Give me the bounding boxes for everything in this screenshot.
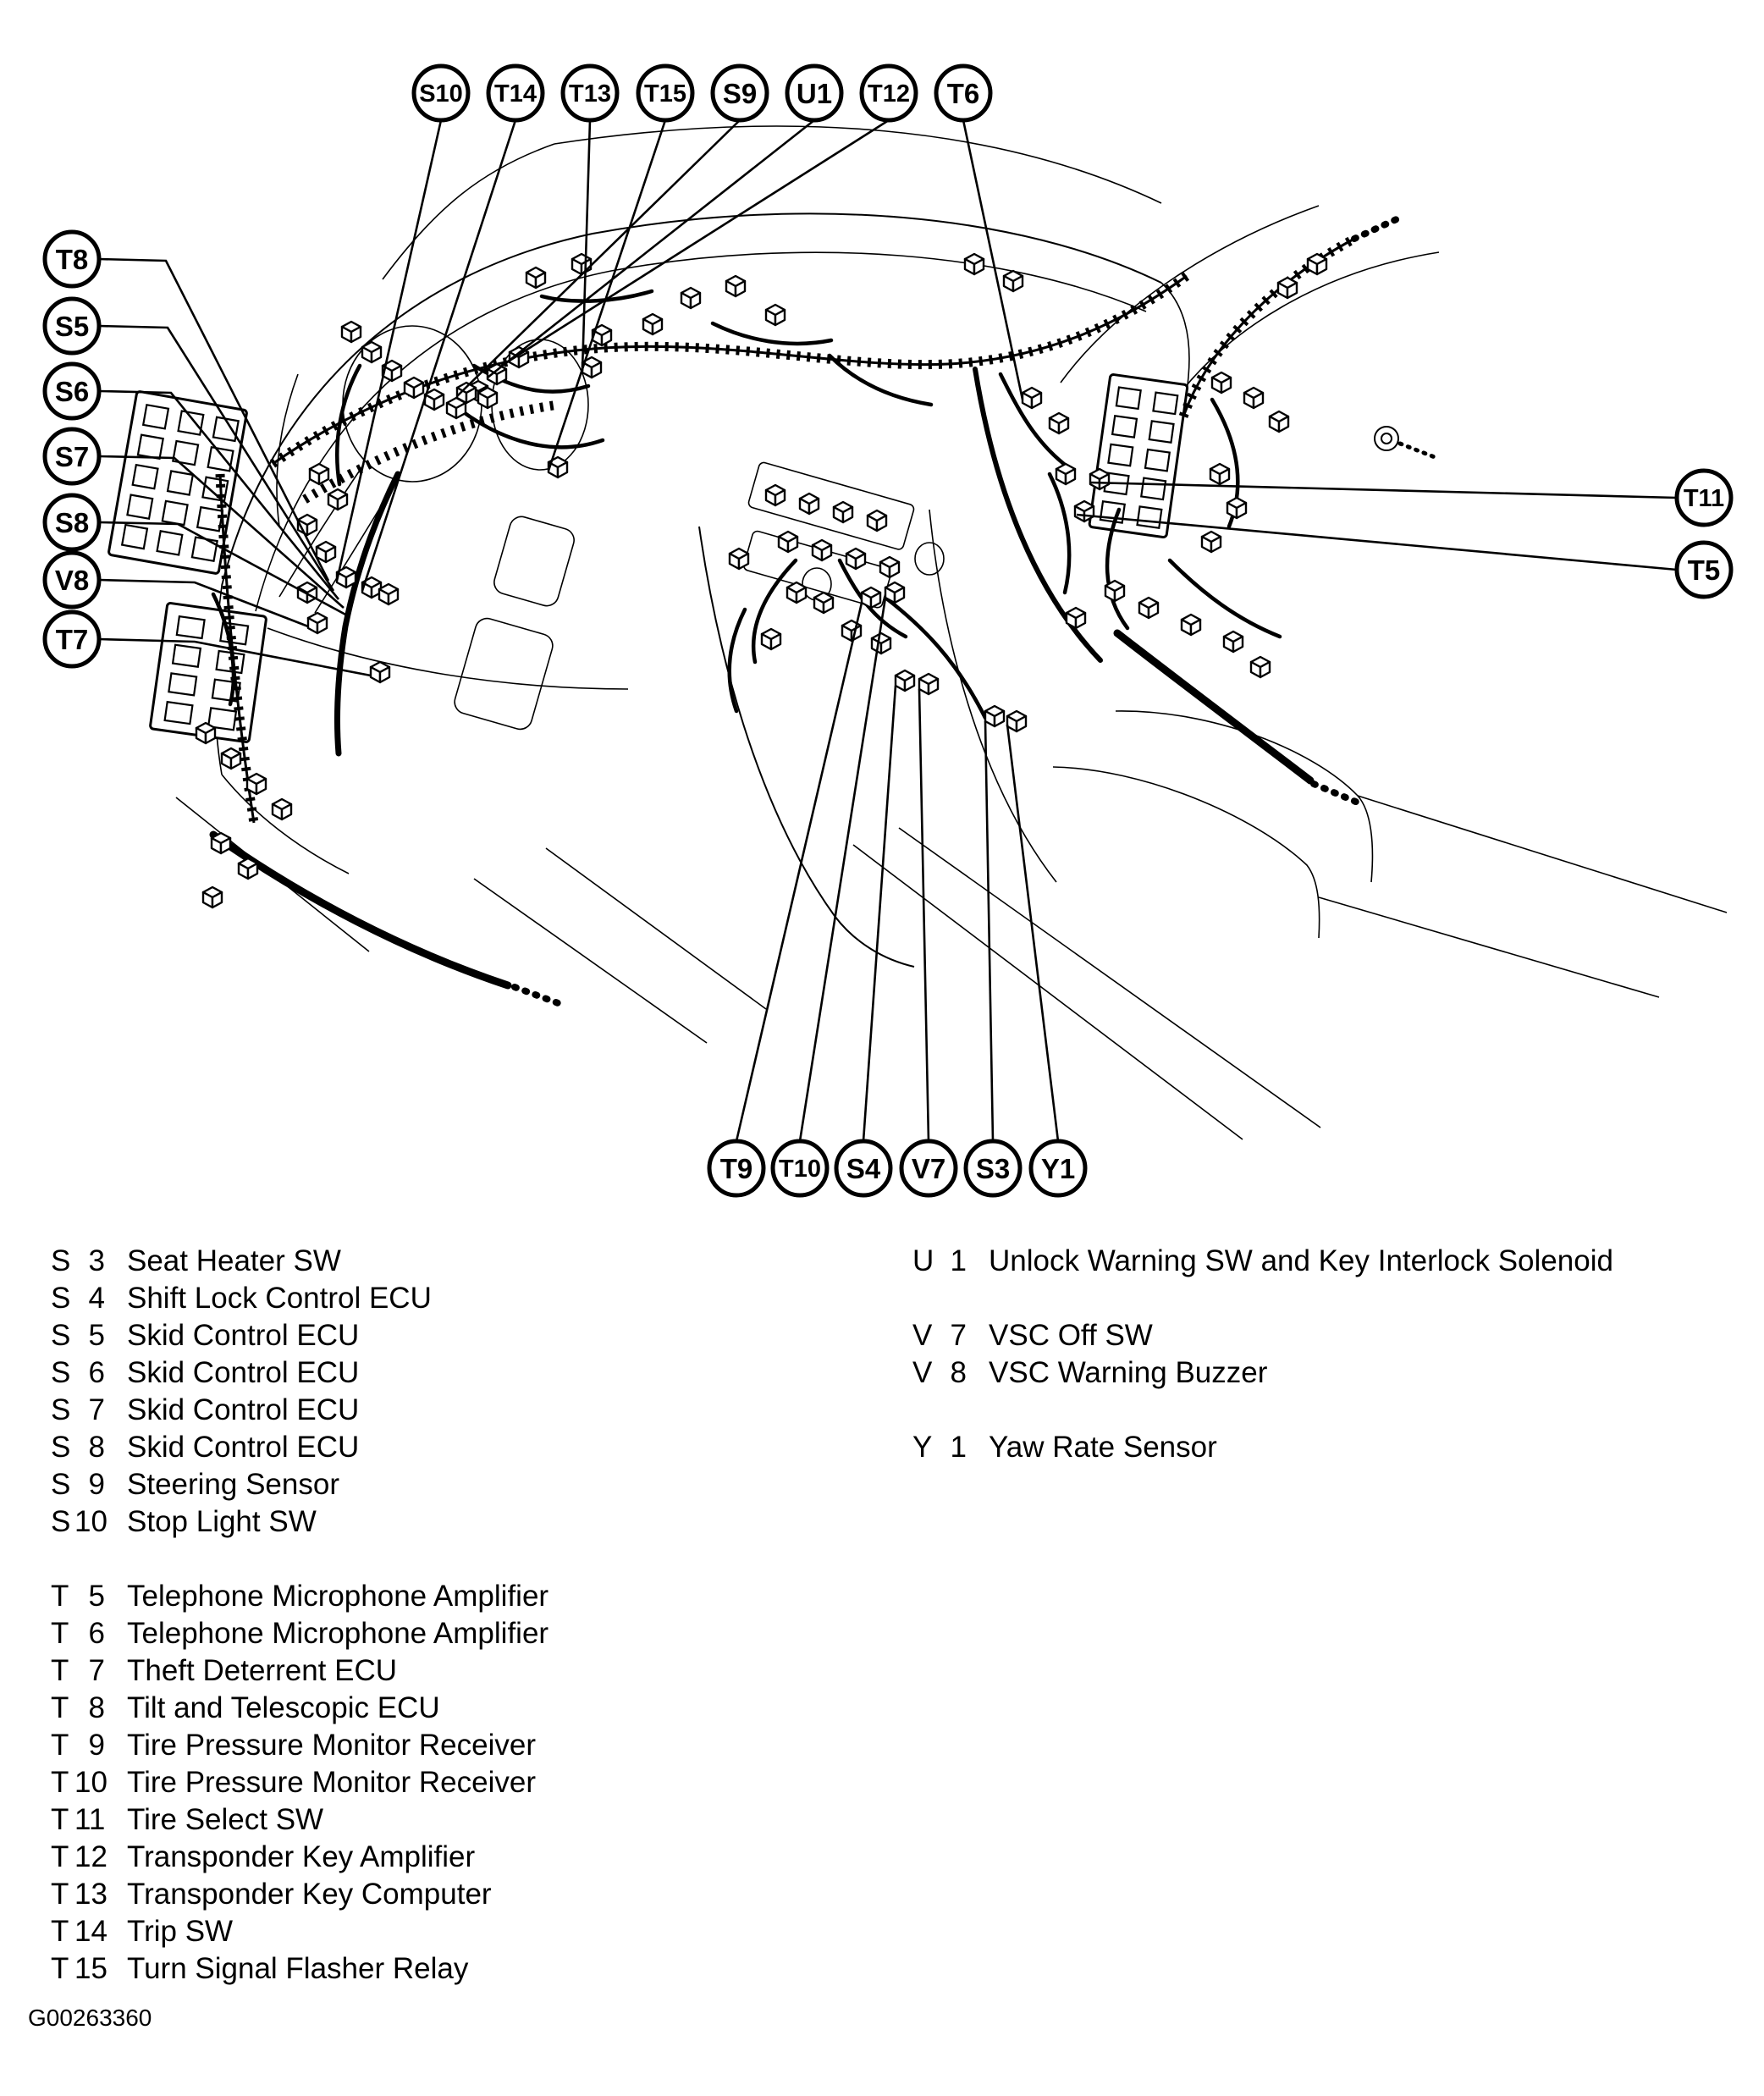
legend-component-name: Turn Signal Flasher Relay — [127, 1952, 469, 1985]
legend-component-name: Telephone Microphone Amplifier — [127, 1617, 549, 1650]
leader-Y1 — [1007, 725, 1058, 1141]
legend-code-number: 11 — [74, 1803, 106, 1836]
callout-label: T12 — [868, 80, 910, 108]
legend-row-T8 — [51, 1690, 548, 1727]
connector-cube — [800, 494, 819, 514]
legend-component-name: Tire Pressure Monitor Receiver — [127, 1729, 537, 1762]
legend-component-name: VSC Warning Buzzer — [989, 1356, 1268, 1389]
callout-V8 — [45, 553, 99, 607]
legend-code-prefix: S — [51, 1431, 71, 1464]
connector-cube — [405, 378, 423, 398]
legend-code-prefix: V — [912, 1356, 933, 1389]
connector-cube — [846, 549, 865, 569]
legend-row-S4 — [51, 1280, 548, 1317]
legend-code-prefix: T — [51, 1580, 69, 1613]
legend-component-name: Transponder Key Computer — [127, 1878, 492, 1911]
legend-code-number: 8 — [950, 1356, 967, 1389]
callout-S5 — [45, 299, 99, 353]
legend-code-prefix: T — [51, 1878, 69, 1911]
callout-label: T5 — [1687, 554, 1721, 586]
legend-code-prefix: V — [912, 1319, 933, 1352]
dashboard-outline — [176, 126, 1727, 1139]
legend-code-number: 7 — [950, 1319, 967, 1352]
callout-T12 — [862, 66, 916, 120]
connector-cube — [1023, 388, 1041, 408]
callout-label: S8 — [54, 507, 90, 538]
connector-cube — [726, 276, 745, 296]
connector-cube — [239, 858, 257, 879]
legend-code-number: 3 — [88, 1244, 105, 1277]
legend-row-T15 — [51, 1950, 548, 1988]
legend-row-S10 — [51, 1503, 548, 1541]
legend-code-number: 12 — [74, 1840, 107, 1873]
connector-cube — [478, 388, 497, 408]
connector-cube — [212, 833, 230, 853]
callout-T8 — [45, 232, 99, 286]
connector-cube — [1090, 469, 1109, 489]
leader-T10 — [800, 598, 885, 1141]
legend-row-S6 — [51, 1354, 548, 1392]
legend-code-prefix: S — [51, 1505, 71, 1538]
legend-component-name: Theft Deterrent ECU — [127, 1654, 397, 1687]
connector-cube — [1182, 615, 1200, 635]
legend-code-number: 13 — [74, 1878, 107, 1911]
legend-row-T5 — [51, 1578, 548, 1615]
callout-S6 — [45, 364, 99, 418]
connector-cube — [362, 342, 381, 362]
connector-cube — [328, 489, 347, 510]
connector-cube — [1050, 413, 1068, 433]
connector-cube — [862, 587, 880, 608]
figure-id: G00263360 — [28, 2005, 152, 2031]
connector-cube — [1270, 411, 1288, 432]
connector-cube — [787, 582, 806, 603]
callout-label: S3 — [975, 1153, 1011, 1184]
callout-U1 — [787, 66, 841, 120]
legend-code-number: 6 — [88, 1617, 105, 1650]
connector-cube — [203, 887, 222, 907]
callout-circles — [45, 66, 1731, 1195]
connector-cube — [379, 584, 398, 604]
legend-component-name: Tilt and Telescopic ECU — [127, 1691, 440, 1724]
connector-cube — [834, 502, 852, 522]
callout-T10 — [773, 1141, 827, 1195]
legend-row-T14 — [51, 1913, 548, 1950]
legend-section — [912, 1317, 1613, 1392]
callout-S4 — [836, 1141, 890, 1195]
callout-label: S4 — [846, 1153, 881, 1184]
legend-code-number: 7 — [88, 1393, 105, 1426]
legend-code-prefix: T — [51, 1803, 69, 1836]
grommet-detail — [1375, 427, 1439, 459]
legend-code-number: 5 — [88, 1319, 105, 1352]
legend-component-name: Skid Control ECU — [127, 1356, 360, 1389]
callout-label: T7 — [55, 624, 89, 655]
callout-label: T14 — [494, 80, 537, 108]
connector-cube — [766, 305, 785, 325]
connector-cube — [1075, 501, 1094, 521]
legend-component-name: Trip SW — [127, 1915, 234, 1948]
legend-right-column — [912, 1243, 1613, 1466]
callout-T13 — [563, 66, 617, 120]
legend-row-S5 — [51, 1317, 548, 1354]
callout-S8 — [45, 495, 99, 549]
legend-code-number: 4 — [88, 1282, 105, 1315]
legend-code-number: 10 — [74, 1505, 107, 1538]
connector-cube — [813, 540, 831, 560]
legend-code-prefix: T — [51, 1915, 69, 1948]
callout-label: S9 — [722, 78, 758, 109]
legend-code-number: 8 — [88, 1431, 105, 1464]
junction-block-right — [1089, 374, 1188, 538]
legend-code-prefix: T — [51, 1952, 69, 1985]
legend-code-prefix: U — [912, 1244, 934, 1277]
connector-cube — [317, 542, 335, 562]
connector-cube — [1308, 254, 1326, 274]
legend-component-name: VSC Off SW — [989, 1319, 1153, 1352]
legend-row-S8 — [51, 1429, 548, 1466]
legend-code-number: 1 — [950, 1244, 967, 1277]
legend-component-name: Telephone Microphone Amplifier — [127, 1580, 549, 1613]
connector-cube — [1139, 598, 1158, 618]
callout-V7 — [901, 1141, 956, 1195]
connector-cube — [526, 268, 545, 288]
callout-label: T9 — [719, 1153, 753, 1184]
legend-component-name: Seat Heater SW — [127, 1244, 341, 1277]
leader-V7 — [919, 689, 929, 1141]
connector-cube — [196, 723, 215, 743]
callout-label: T6 — [946, 78, 980, 109]
connector-cube — [342, 322, 361, 342]
legend-component-name: Unlock Warning SW and Key Interlock Solenoid — [989, 1244, 1613, 1277]
leader-T15 — [548, 120, 665, 471]
connector-cube — [1007, 711, 1026, 731]
legend-component-name: Steering Sensor — [127, 1468, 339, 1501]
legend-row-V8 — [912, 1354, 1613, 1392]
legend-code-number: 15 — [74, 1952, 107, 1985]
callout-label: T13 — [569, 80, 611, 108]
connector-cube — [985, 706, 1004, 726]
ecu-block-left — [150, 603, 267, 742]
connector-cube — [814, 593, 833, 613]
callout-label: S5 — [54, 311, 90, 342]
legend-row-S3 — [51, 1243, 548, 1280]
connector-cube — [766, 485, 785, 505]
connector-cube — [222, 748, 240, 769]
legend-code-number: 14 — [74, 1915, 107, 1948]
legend-code-prefix: Y — [912, 1431, 933, 1464]
connector-cube — [965, 254, 984, 274]
legend-code-prefix: S — [51, 1393, 71, 1426]
callout-S3 — [966, 1141, 1020, 1195]
leader-S3 — [985, 721, 993, 1141]
callout-T11 — [1677, 471, 1731, 525]
callout-Y1 — [1031, 1141, 1085, 1195]
legend-code-number: 9 — [88, 1729, 105, 1762]
connector-cube — [1251, 657, 1270, 677]
callout-label: T11 — [1683, 485, 1725, 512]
legend-code-number: 8 — [88, 1691, 105, 1724]
callout-T15 — [638, 66, 692, 120]
callout-label: V7 — [911, 1153, 946, 1184]
legend-component-name: Yaw Rate Sensor — [989, 1431, 1217, 1464]
connector-cube — [1056, 464, 1075, 484]
leader-T13 — [582, 120, 590, 371]
connector-cube — [1105, 581, 1124, 601]
callout-T9 — [709, 1141, 763, 1195]
connector-cube — [919, 674, 938, 694]
legend-code-prefix: T — [51, 1617, 69, 1650]
junction-blocks — [108, 374, 1188, 742]
connector-cube — [880, 557, 899, 577]
legend-component-name: Tire Select SW — [127, 1803, 324, 1836]
connector-cube — [308, 613, 327, 633]
connector-cube — [1067, 608, 1085, 628]
connector-cube — [1004, 271, 1023, 291]
connector-cube — [273, 799, 291, 819]
legend-section — [912, 1243, 1613, 1280]
callout-T5 — [1677, 543, 1731, 597]
legend-component-name: Shift Lock Control ECU — [127, 1282, 432, 1315]
connector-cube — [1224, 632, 1243, 652]
legend-row-T6 — [51, 1615, 548, 1652]
connector-cube — [842, 621, 861, 641]
legend-code-number: 7 — [88, 1654, 105, 1687]
callout-T6 — [936, 66, 990, 120]
legend-code-prefix: S — [51, 1282, 71, 1315]
legend-row-T7 — [51, 1652, 548, 1690]
connector-cube — [1210, 464, 1229, 484]
callout-label: V8 — [54, 565, 90, 596]
legend-row-Y1 — [912, 1429, 1613, 1466]
legend-component-name: Skid Control ECU — [127, 1319, 360, 1352]
connector-cube — [1202, 532, 1221, 552]
legend-code-prefix: T — [51, 1654, 69, 1687]
callout-label: T8 — [55, 244, 89, 275]
legend-row-T11 — [51, 1801, 548, 1839]
callout-S9 — [713, 66, 767, 120]
legend-row-T13 — [51, 1876, 548, 1913]
connector-cube — [885, 582, 904, 603]
legend-code-prefix: T — [51, 1766, 69, 1799]
connector-cube — [762, 629, 780, 649]
legend-row-S9 — [51, 1466, 548, 1503]
callout-label: S7 — [54, 441, 90, 472]
connector-cube — [1244, 388, 1263, 408]
connector-cube — [310, 464, 328, 484]
connector-cube — [1212, 372, 1231, 393]
leader-S4 — [863, 686, 896, 1141]
legend-row-T9 — [51, 1727, 548, 1764]
legend-code-prefix: T — [51, 1729, 69, 1762]
connector-cube — [371, 662, 389, 682]
callout-leader-lines — [99, 120, 1677, 1141]
legend-code-prefix: T — [51, 1691, 69, 1724]
callout-S7 — [45, 429, 99, 483]
legend-row-V7 — [912, 1317, 1613, 1354]
legend-row-T10 — [51, 1764, 548, 1801]
callout-label: S6 — [54, 376, 90, 407]
leader-T14 — [362, 120, 515, 591]
legend-component-name: Transponder Key Amplifier — [127, 1840, 476, 1873]
legend-left-column — [51, 1243, 548, 1988]
connector-cube — [1278, 278, 1297, 298]
connector-cube — [896, 670, 914, 691]
connector-cube — [572, 254, 591, 274]
connector-cube — [643, 314, 662, 334]
legend-code-prefix: S — [51, 1244, 71, 1277]
legend-code-number: 1 — [950, 1431, 967, 1464]
legend-component-name: Skid Control ECU — [127, 1431, 360, 1464]
legend-row-U1 — [912, 1243, 1613, 1280]
legend-code-number: 10 — [74, 1766, 107, 1799]
legend-code-prefix: S — [51, 1468, 71, 1501]
leader-T11 — [1090, 483, 1677, 498]
legend-component-name: Tire Pressure Monitor Receiver — [127, 1766, 537, 1799]
callout-label: Y1 — [1040, 1153, 1076, 1184]
connector-cube — [868, 510, 886, 531]
legend-code-prefix: S — [51, 1356, 71, 1389]
connector-cube — [779, 532, 797, 552]
legend-component-name: Skid Control ECU — [127, 1393, 360, 1426]
connector-cube — [247, 774, 266, 794]
legend-component-name: Stop Light SW — [127, 1505, 317, 1538]
callout-label: T15 — [644, 80, 686, 108]
connector-cube — [872, 633, 890, 654]
legend-row-T12 — [51, 1839, 548, 1876]
callout-T7 — [45, 612, 99, 666]
connector-cube — [681, 288, 700, 308]
connector-cube — [1227, 498, 1246, 518]
callout-S10 — [414, 66, 468, 120]
legend-code-number: 5 — [88, 1580, 105, 1613]
leader-T5 — [1077, 515, 1677, 570]
callout-label: S10 — [419, 80, 463, 108]
connector-cube — [298, 582, 317, 603]
legend-code-number: 9 — [88, 1468, 105, 1501]
legend-section — [912, 1429, 1613, 1466]
callout-label: U1 — [796, 78, 833, 109]
legend-section — [51, 1578, 548, 1988]
callout-label: T10 — [779, 1156, 821, 1183]
legend-code-prefix: T — [51, 1840, 69, 1873]
legend-section — [51, 1243, 548, 1541]
legend-code-prefix: S — [51, 1319, 71, 1352]
connector-cube — [730, 549, 748, 569]
callout-T14 — [488, 66, 543, 120]
legend-code-number: 6 — [88, 1356, 105, 1389]
legend-row-S7 — [51, 1392, 548, 1429]
